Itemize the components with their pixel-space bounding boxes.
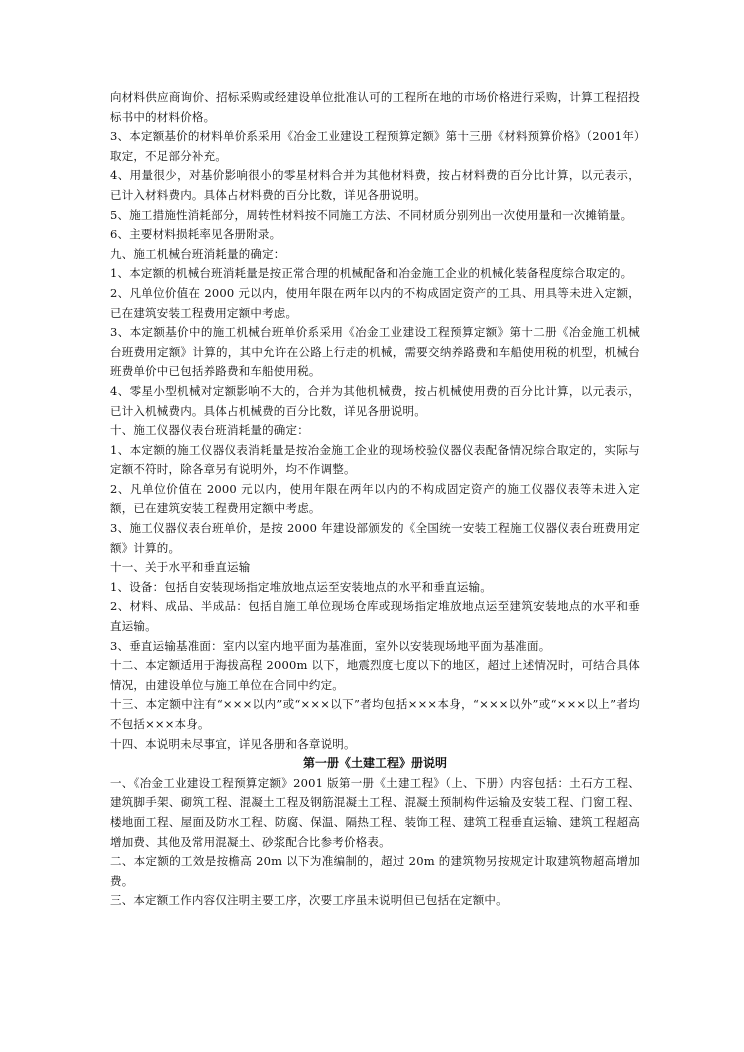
paragraph-instrument-1: 1、本定额的施工仪器仪表消耗量是按冶金施工企业的现场校验仪器仪表配备情况综合取定的，实际与定额不符时，除各章另有说明外，均不作调整。 [110, 442, 640, 477]
paragraph-instrument-3: 3、施工仪器仪表台班单价，是按 2000 年建设部颁发的《全国统一安装工程施工仪器仪表台班费用定额》计算的。 [110, 521, 640, 555]
paragraph-instrument-2: 2、凡单位价值在 2000 元以内，使用年限在两年以内的不构成固定资产的施工仪器仪表等未进入定额，已在建筑安装工程费用定额中考虑。 [110, 481, 640, 516]
paragraph-material-loss-rate: 6、主要材料损耗率见各册附录。 [110, 227, 282, 242]
paragraph-machinery-3: 3、本定额基价中的施工机械台班单价系采用《冶金工业建设工程预算定额》第十二册《冶金施工机械台班费用定额》计算的，其中允许在公路上行走的机械，需要交纳养路费和车船使用税的机型，机械台班费单价中已包括养路费和车船使用税。 [110, 325, 640, 379]
paragraph-machinery-1: 1、本定额的机械台班消耗量是按正常合理的机械配备和冶金施工企业的机械化装备程度综合取定的。 [110, 266, 633, 281]
paragraph-transport-1: 1、设备：包括自安装现场指定堆放地点运至安装地点的水平和垂直运输。 [110, 579, 492, 594]
paragraph-transport-2: 2、材料、成品、半成品：包括自施工单位现场仓库或现场指定堆放地点运至建筑安装地点的水平和垂直运输。 [110, 599, 640, 634]
paragraph-other-matters: 十四、本说明未尽事宜，详见各册和各章说明。 [110, 736, 356, 751]
paragraph-material-purchase: 向材料供应商询价、招标采购或经建设单位批准认可的工程所在地的市场价格进行采购，计算工程招投标书中的材料价格。 [110, 90, 640, 124]
paragraph-transport-3: 3、垂直运输基准面：室内以室内地平面为基准面，室外以安装现场地平面为基准面。 [110, 638, 551, 653]
heading-machinery-consumption: 九、施工机械台班消耗量的确定： [110, 246, 286, 261]
paragraph-machinery-2: 2、凡单位价值在 2000 元以内，使用年限在两年以内的不构成固定资产的工具、用具等未进入定额，已在建筑安装工程费用定额中考虑。 [110, 285, 640, 320]
paragraph-inclusive-notation: 十三、本定额中注有“×××以内”或“×××以下”者均包括×××本身，“×××以外”或“×××以上”者均不包括×××本身。 [110, 697, 640, 731]
document-page [110, 88, 640, 911]
section-title: 第一册《土建工程》册说明 [302, 756, 447, 771]
heading-transport: 十一、关于水平和垂直运输 [110, 560, 251, 575]
section-paragraph-eaves-height: 二、本定额的工效是按檐高 20m 以下为准编制的，超过 20m 的建筑物另按规定计取建筑物超高增加费。 [110, 854, 640, 888]
paragraph-measure-consumption: 5、施工措施性消耗部分，周转性材料按不同施工方法、不同材质分别列出一次使用量和一次摊销量。 [110, 207, 633, 222]
heading-instrument-consumption: 十、施工仪器仪表台班消耗量的确定： [110, 423, 309, 438]
paragraph-machinery-4: 4、零星小型机械对定额影响不大的，合并为其他机械费，按占机械使用费的百分比计算，以元表示，已计入机械费内。具体占机械费的百分比数，详见各册说明。 [110, 383, 640, 418]
paragraph-minor-materials: 4、用量很少，对基价影响很小的零星材料合并为其他材料费，按占材料费的百分比计算，以元表示，已计入材料费内。具体占材料费的百分比数，详见各册说明。 [110, 168, 640, 202]
paragraph-material-unit-price: 3、本定额基价的材料单价系采用《冶金工业建设工程预算定额》第十三册《材料预算价格》（2001年）取定，不足部分补充。 [110, 129, 640, 163]
section-paragraph-work-content: 三、本定额工作内容仅注明主要工序，次要工序虽未说明但已包括在定额中。 [110, 893, 508, 908]
paragraph-altitude: 十二、本定额适用于海拔高程 2000m 以下，地震烈度七度以下的地区，超过上述情况时，可结合具体情况，由建设单位与施工单位在合同中约定。 [110, 658, 640, 692]
section-paragraph-contents: 一、《冶金工业建设工程预算定额》2001 版第一册《土建工程》（上、下册）内容包括：土石方工程、建筑脚手架、砌筑工程、混凝土工程及钢筋混凝土工程、混凝土预制构件运输及安装工程、门窗工程、楼地面工程、屋面及防水工程、防腐、保温、隔热工程、装饰工程、建筑工程垂直运输、建筑工程超高增加费、其他及常用混凝土、砂浆配合比参考价格表。 [110, 775, 640, 849]
